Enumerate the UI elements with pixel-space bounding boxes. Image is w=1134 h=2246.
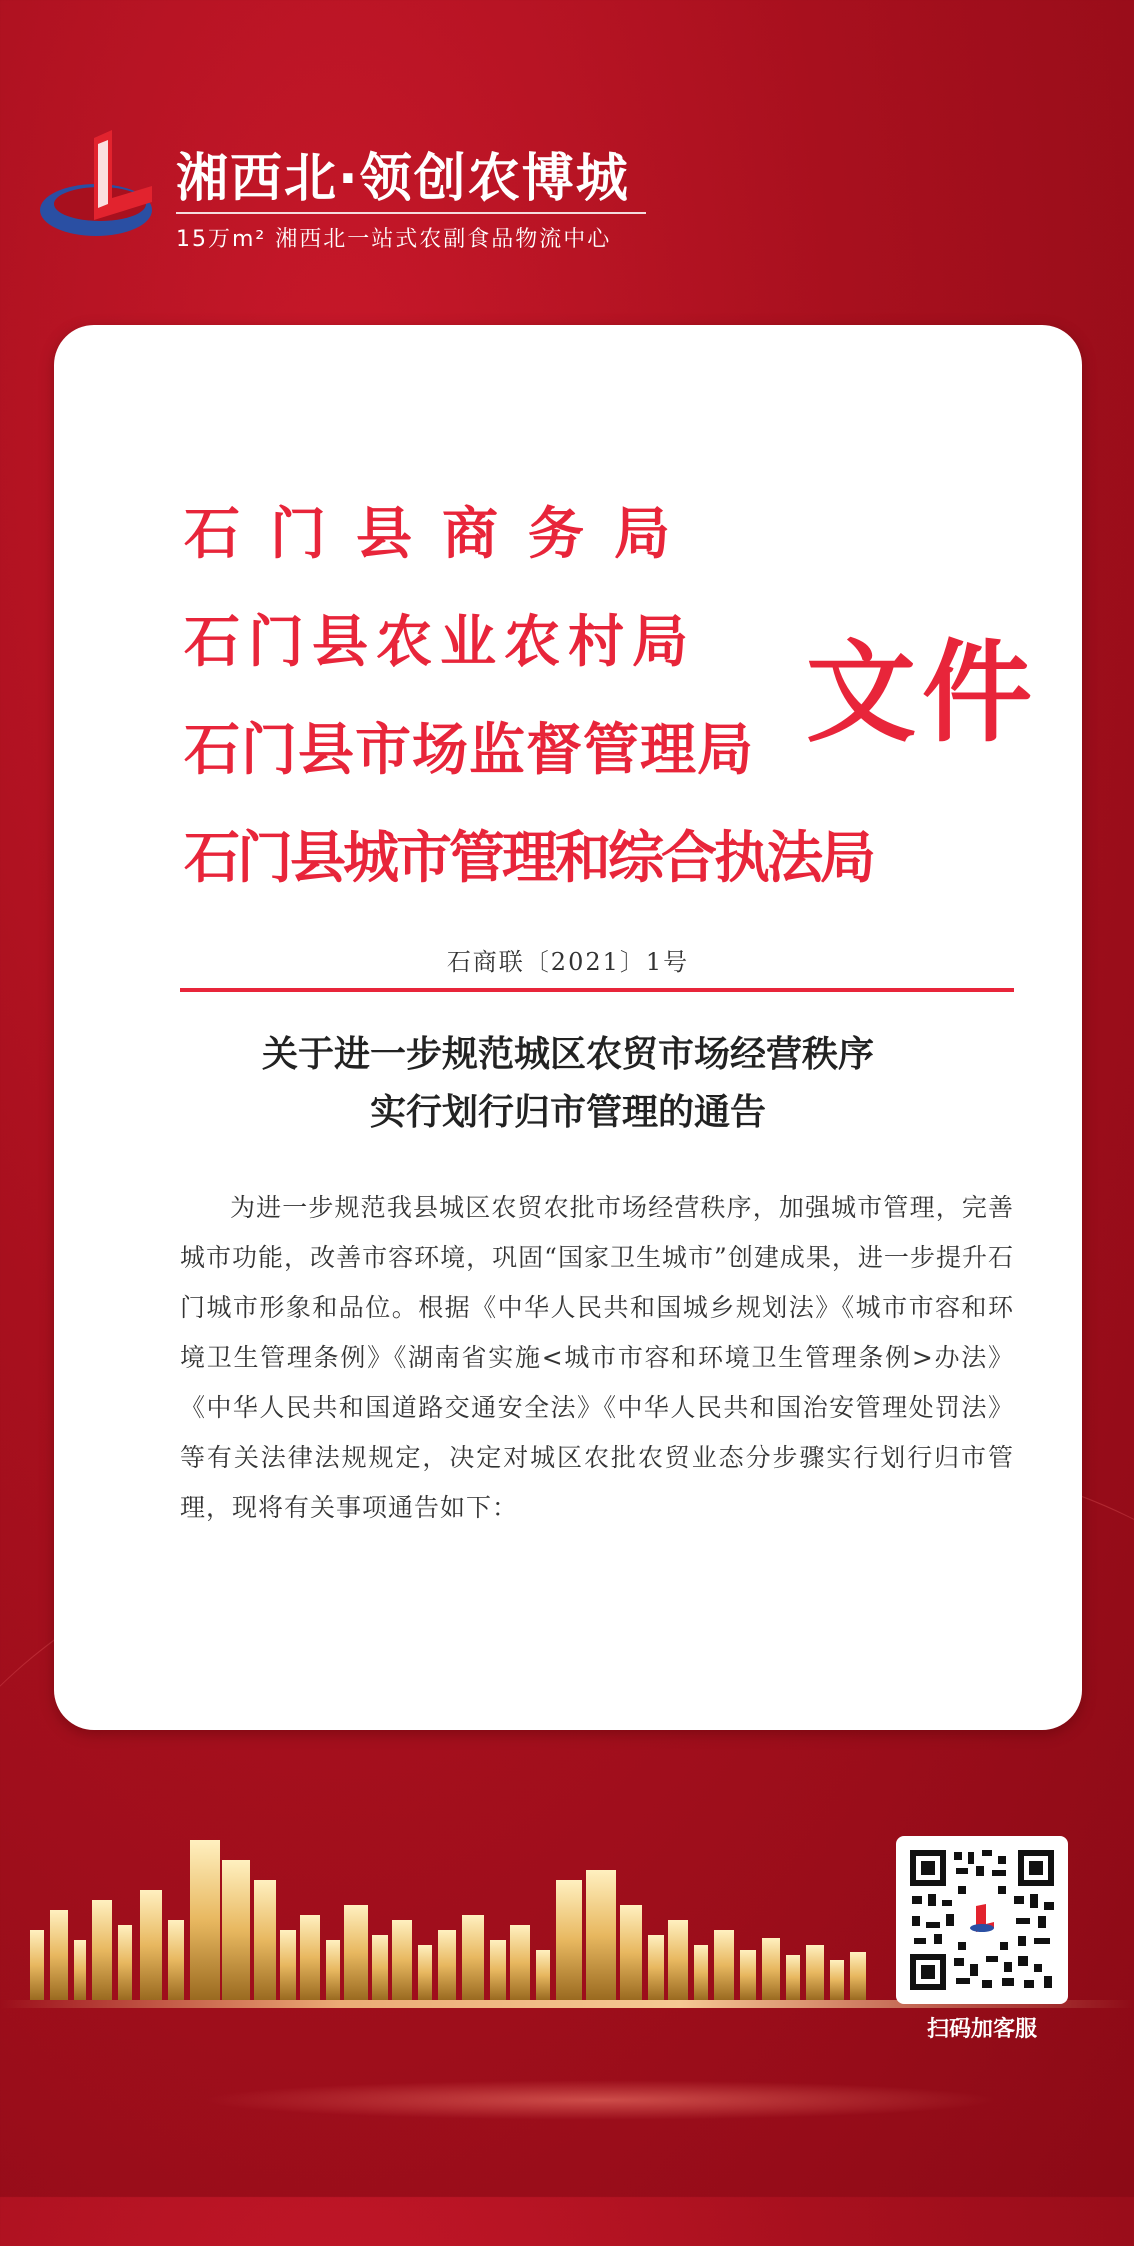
brand-divider — [176, 212, 646, 214]
red-divider — [180, 988, 1014, 992]
brand-subtitle: 15万m² 湘西北一站式农副食品物流中心 — [176, 227, 612, 252]
qr-code-icon — [906, 1846, 1058, 1994]
issuer-urban-management: 石门县城市管理和综合执法局 — [184, 825, 873, 891]
city-skyline-illustration — [0, 1820, 900, 2020]
issuer-market-supervision: 石门县市场监督管理局 — [184, 717, 754, 783]
issuer-agriculture: 石门县农业农村局 — [184, 609, 696, 675]
document-body: 为进一步规范我县城区农贸农批市场经营秩序，加强城市管理，完善城市功能，改善市容环境，巩固“国家卫生城市”创建成果，进一步提升石门城市形象和品位。根据《中华人民共和国城乡规划法》《城市市容和环境卫生管理条例》《湖南省实施<城市市容和环境卫生管理条例>办法》《中华人民共和国道路交通安全法》《中华人民共和国治安管理处罚法》等有关法律法规规定，决定对城区农批农贸业态分步骤实行划行归市管理，现将有关事项通告如下： — [180, 1193, 1014, 1522]
issuer-commerce: 石门县商务局 — [184, 501, 700, 567]
qr-code-label: 扫码加客服 — [926, 2017, 1037, 2042]
document-title-line-1: 关于进一步规范城区农贸市场经营秩序 — [261, 1033, 874, 1075]
document-title-line-2: 实行划行归市管理的通告 — [369, 1091, 766, 1133]
document-number: 石商联〔2021〕1号 — [446, 948, 690, 976]
document-card — [54, 325, 1082, 1730]
brand-name: 湘西北·领创农博城 — [176, 149, 630, 209]
brand-header — [36, 128, 676, 258]
bottom-glow — [200, 2080, 1000, 2120]
document-title — [54, 1025, 1082, 1141]
qr-code[interactable] — [896, 1836, 1068, 2004]
document-type-label: 文件 — [806, 628, 1038, 757]
issuer-list — [184, 480, 873, 912]
brand-logo-icon — [36, 128, 166, 248]
